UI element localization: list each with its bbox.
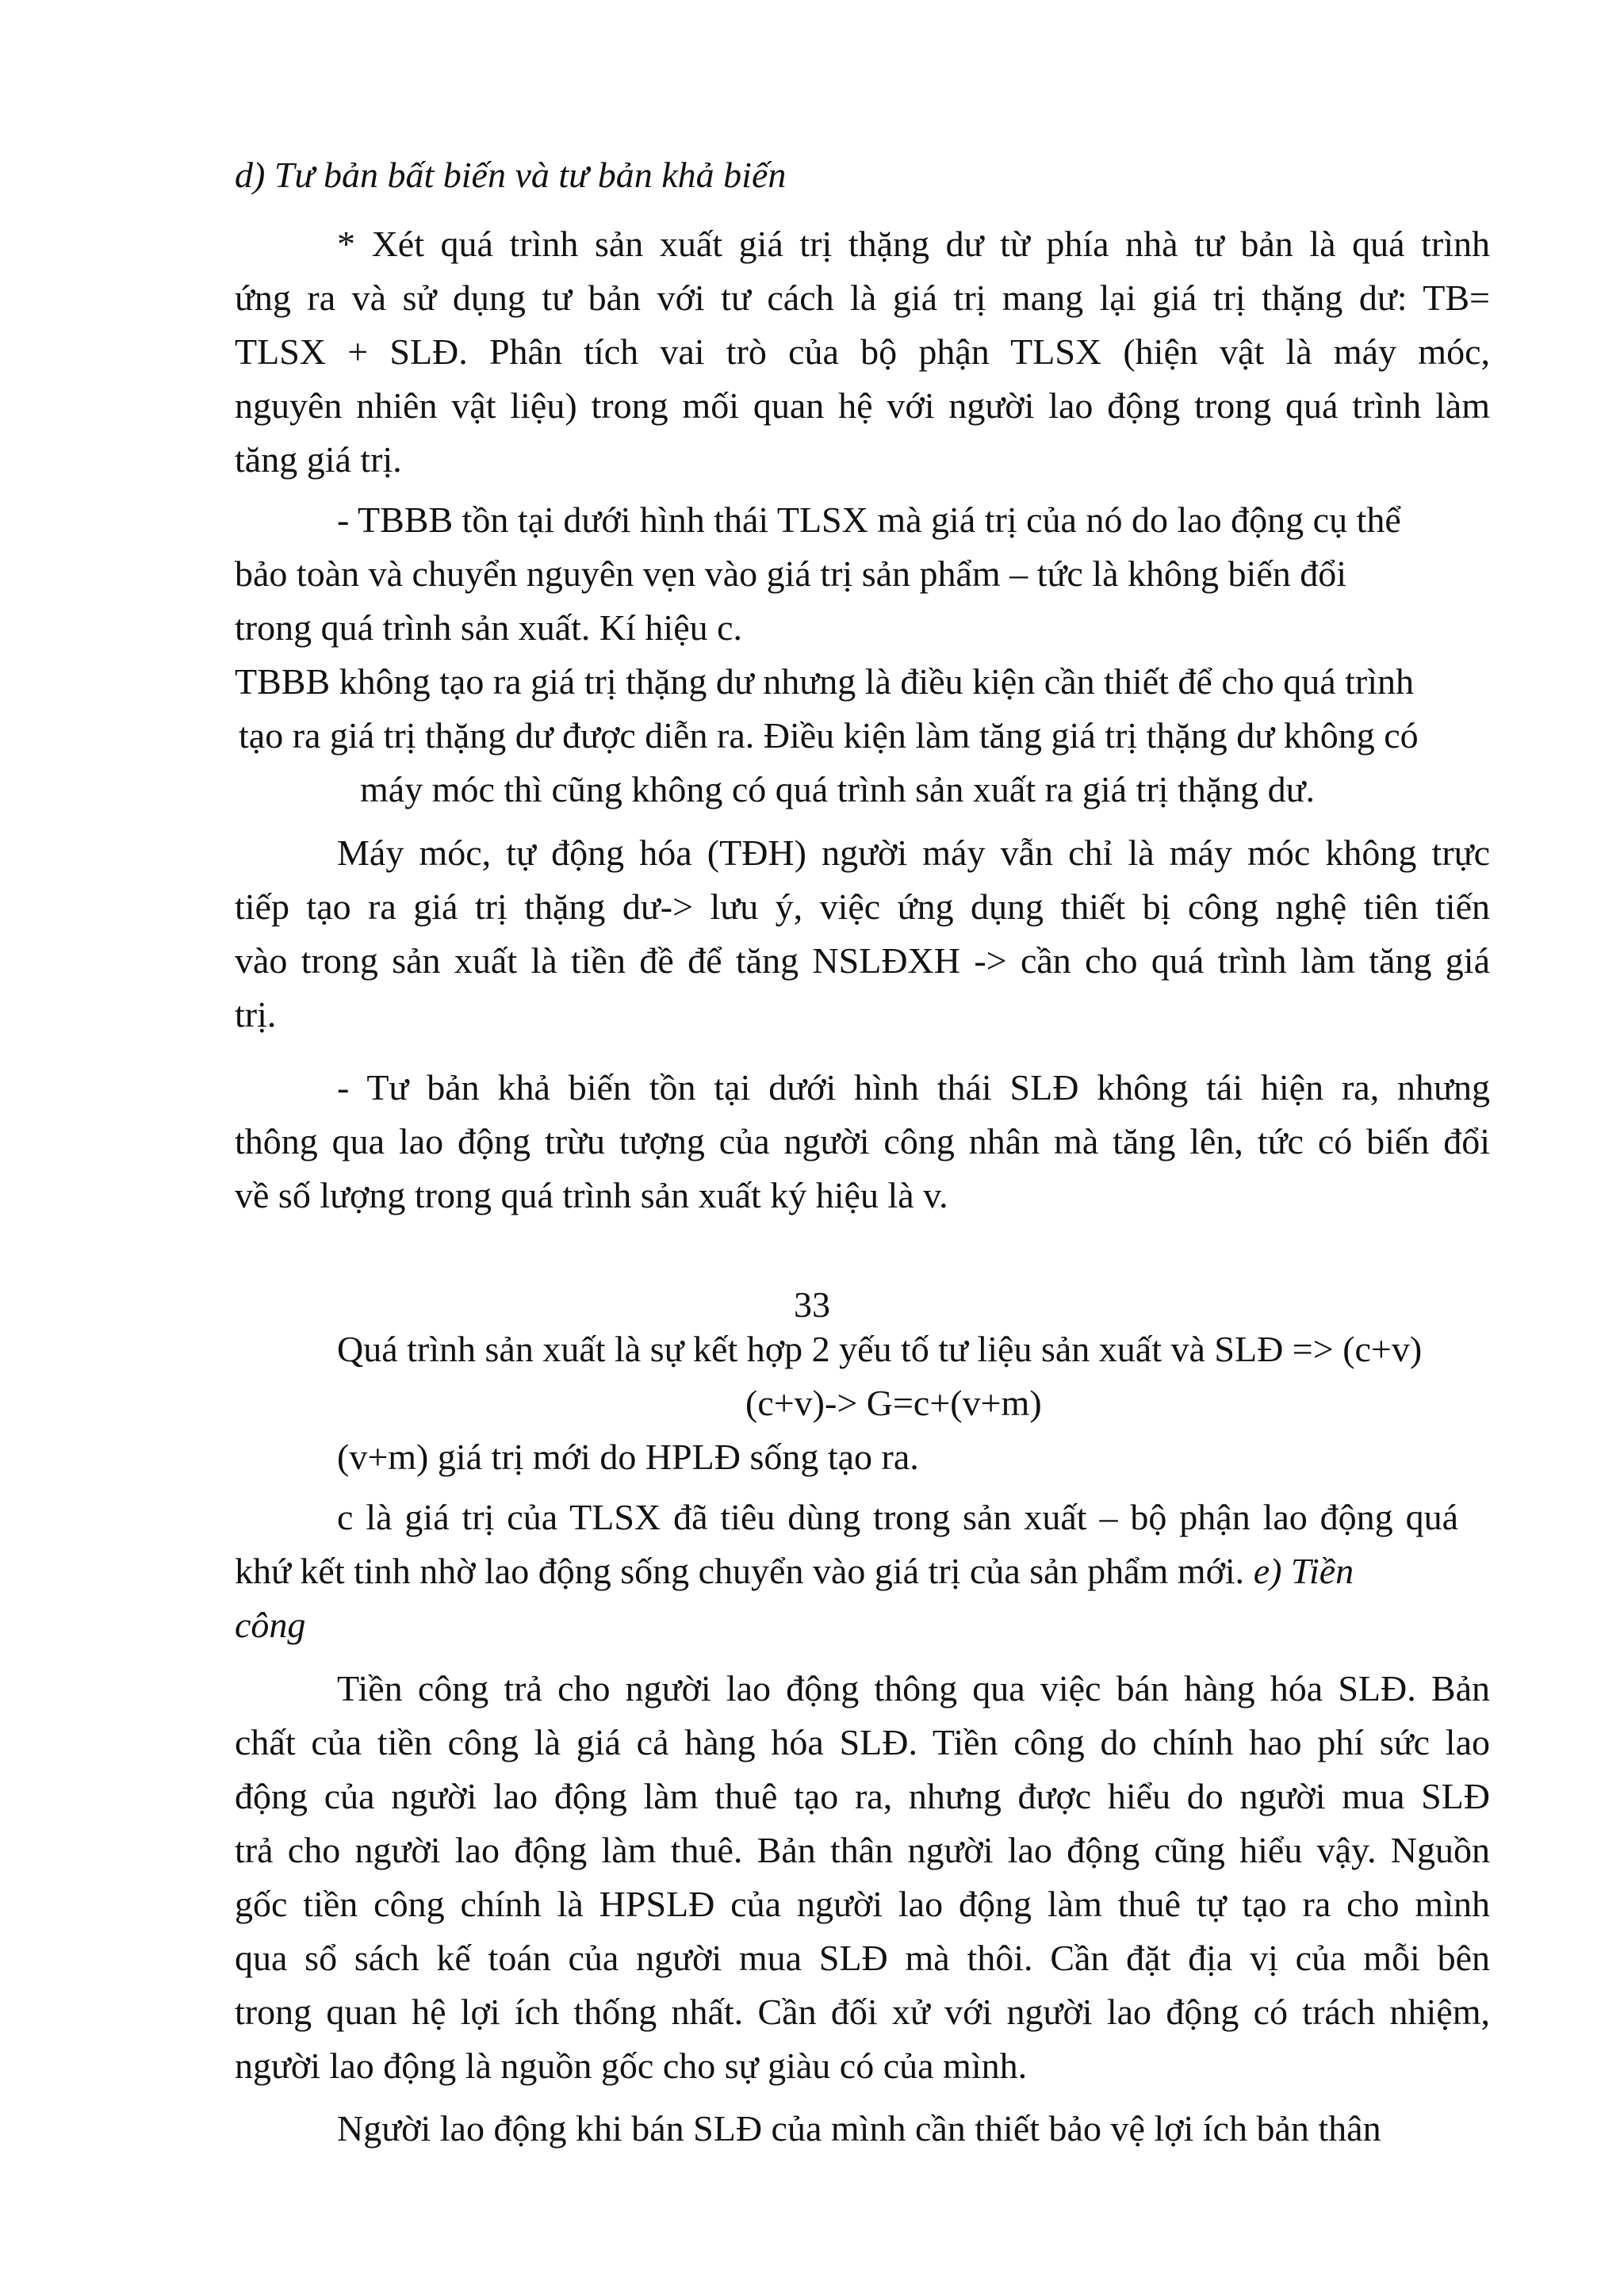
text-line: động của người lao động làm thuê tạo ra, nhưng được hiểu do người mua SLĐ [235, 1776, 1490, 1816]
text-line: thông qua lao động trừu tượng của người công nhân mà tăng lên, tức có biến đổi [235, 1121, 1490, 1161]
text-line: (v+m) giá trị mới do HPLĐ sống tạo ra. [337, 1437, 919, 1477]
text-line: * Xét quá trình sản xuất giá trị thặng dư từ phía nhà tư bản là quá trình [337, 224, 1490, 264]
text-line: Tiền công trả cho người lao động thông qua việc bán hàng hóa SLĐ. Bản [337, 1668, 1490, 1709]
text-line: - TBBB tồn tại dưới hình thái TLSX mà giá trị của nó do lao động cụ thể [337, 499, 1401, 540]
text-line: tạo ra giá trị thặng dư được diễn ra. Điều kiện làm tăng giá trị thặng dư không có [239, 715, 1419, 756]
text-line: TLSX + SLĐ. Phân tích vai trò của bộ phận TLSX (hiện vật là máy móc, [235, 331, 1490, 372]
section-heading-d: d) Tư bản bất biến và tư bản khả biến [235, 155, 787, 195]
text-line: trả cho người lao động làm thuê. Bản thân người lao động cũng hiểu vậy. Nguồn [235, 1830, 1490, 1870]
text-line: TBBB không tạo ra giá trị thặng dư nhưng là điều kiện cần thiết để cho quá trình [235, 661, 1415, 702]
text-line: - Tư bản khả biến tồn tại dưới hình thái SLĐ không tái hiện ra, nhưng [337, 1067, 1490, 1108]
text-line: Quá trình sản xuất là sự kết hợp 2 yếu tố tư liệu sản xuất và SLĐ => (c+v) [337, 1329, 1423, 1369]
text-line: c là giá trị của TLSX đã tiêu dùng trong sản xuất – bộ phận lao động quá [337, 1497, 1458, 1537]
text-line: bảo toàn và chuyển nguyên vẹn vào giá trị sản phẩm – tức là không biến đổi [235, 553, 1347, 594]
text-line: Máy móc, tự động hóa (TĐH) người máy vẫn chỉ là máy móc không trực [337, 832, 1490, 873]
formula-line: (c+v)-> G=c+(v+m) [745, 1383, 1042, 1423]
text-line: trong quan hệ lợi ích thống nhất. Cần đối xử với người lao động có trách nhiệm, [235, 1992, 1490, 2032]
text-line: về số lượng trong quá trình sản xuất ký hiệu là v. [235, 1175, 948, 1215]
text-line: ứng ra và sử dụng tư bản với tư cách là giá trị mang lại giá trị thặng dư: TB= [235, 277, 1490, 318]
text-line: trị. [235, 994, 277, 1035]
text-line: người lao động là nguồn gốc cho sự giàu có của mình. [235, 2045, 1028, 2086]
text-line: tăng giá trị. [235, 439, 402, 480]
text-line: vào trong sản xuất là tiền đề để tăng NSLĐXH -> cần cho quá trình làm tăng giá [235, 940, 1490, 981]
text-line [235, 1548, 1354, 1595]
text-span: khứ kết tinh nhờ lao động sống chuyển vào giá trị của sản phẩm mới. [235, 1551, 1245, 1591]
text-line: qua sổ sách kế toán của người mua SLĐ mà thôi. Cần đặt địa vị của mỗi bên [235, 1938, 1490, 1978]
text-line: chất của tiền công là giá cả hàng hóa SLĐ. Tiền công do chính hao phí sức lao [235, 1722, 1490, 1762]
text-line: tiếp tạo ra giá trị thặng dư-> lưu ý, việc ứng dụng thiết bị công nghệ tiên tiến [235, 886, 1490, 927]
text-line: gốc tiền công chính là HPSLĐ của người lao động làm thuê tự tạo ra cho mình [235, 1884, 1490, 1924]
section-heading-e: e) Tiền [1253, 1551, 1354, 1591]
section-heading-e-continued: công [235, 1605, 306, 1645]
text-line: nguyên nhiên vật liệu) trong mối quan hệ với người lao động trong quá trình làm [235, 385, 1490, 426]
page-number: 33 [794, 1284, 830, 1325]
text-line: Người lao động khi bán SLĐ của mình cần thiết bảo vệ lợi ích bản thân [337, 2108, 1381, 2149]
text-line: trong quá trình sản xuất. Kí hiệu c. [235, 607, 743, 648]
text-line: máy móc thì cũng không có quá trình sản xuất ra giá trị thặng dư. [360, 769, 1316, 809]
